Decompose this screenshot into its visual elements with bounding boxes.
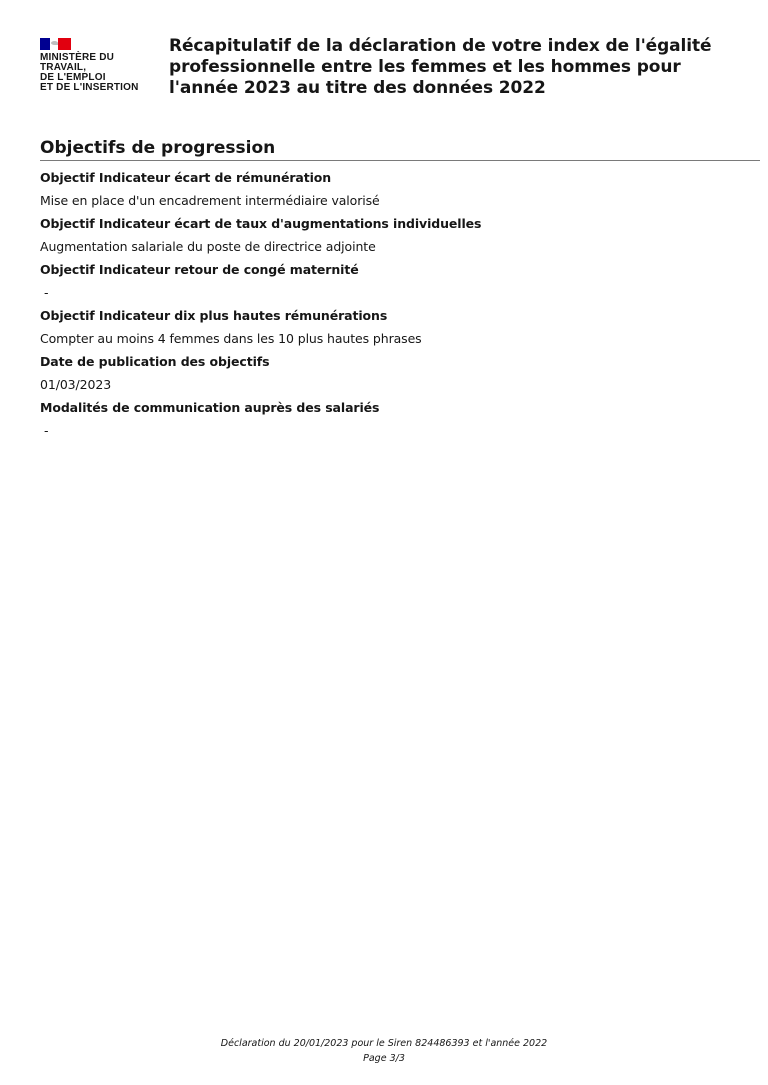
ministry-line: TRAVAIL, bbox=[40, 62, 87, 73]
objectives-section bbox=[40, 137, 760, 442]
field-value: - bbox=[44, 285, 49, 300]
field-value: - bbox=[44, 423, 49, 438]
field-list bbox=[40, 166, 760, 442]
section-title: Objectifs de progression bbox=[40, 137, 760, 161]
field-value: Compter au moins 4 femmes dans les 10 plus hautes phrases bbox=[40, 331, 422, 346]
ministry-line: DE L'EMPLOI bbox=[40, 72, 106, 83]
ministry-line: ET DE L'INSERTION bbox=[40, 82, 139, 93]
field-value: Augmentation salariale du poste de directrice adjointe bbox=[40, 239, 376, 254]
field-value: Mise en place d'un encadrement intermédiaire valorisé bbox=[40, 193, 380, 208]
republic-flag-icon bbox=[40, 38, 71, 50]
field-label: Objectif Indicateur retour de congé maternité bbox=[40, 262, 359, 277]
field-label: Date de publication des objectifs bbox=[40, 354, 270, 369]
field-label: Objectif Indicateur écart de taux d'augmentations individuelles bbox=[40, 216, 482, 231]
ministry-name bbox=[40, 53, 160, 93]
field-label: Modalités de communication auprès des salariés bbox=[40, 400, 380, 415]
ministry-line: MINISTÈRE DU bbox=[40, 52, 115, 63]
footer-declaration: Déclaration du 20/01/2023 pour le Siren 824486393 et l'année 2022 bbox=[220, 1038, 548, 1049]
page-footer bbox=[0, 1036, 768, 1066]
field-value: 01/03/2023 bbox=[40, 377, 112, 392]
field-label: Objectif Indicateur dix plus hautes rémunérations bbox=[40, 308, 388, 323]
page-number: Page 3/3 bbox=[363, 1053, 405, 1064]
document-title: Récapitulatif de la déclaration de votre index de l'égalité professionnelle entre les femmes et les hommes pour l'année 2023 au titre des données 2022 bbox=[169, 36, 712, 98]
field-label: Objectif Indicateur écart de rémunération bbox=[40, 170, 332, 185]
ministry-logo bbox=[40, 38, 160, 93]
